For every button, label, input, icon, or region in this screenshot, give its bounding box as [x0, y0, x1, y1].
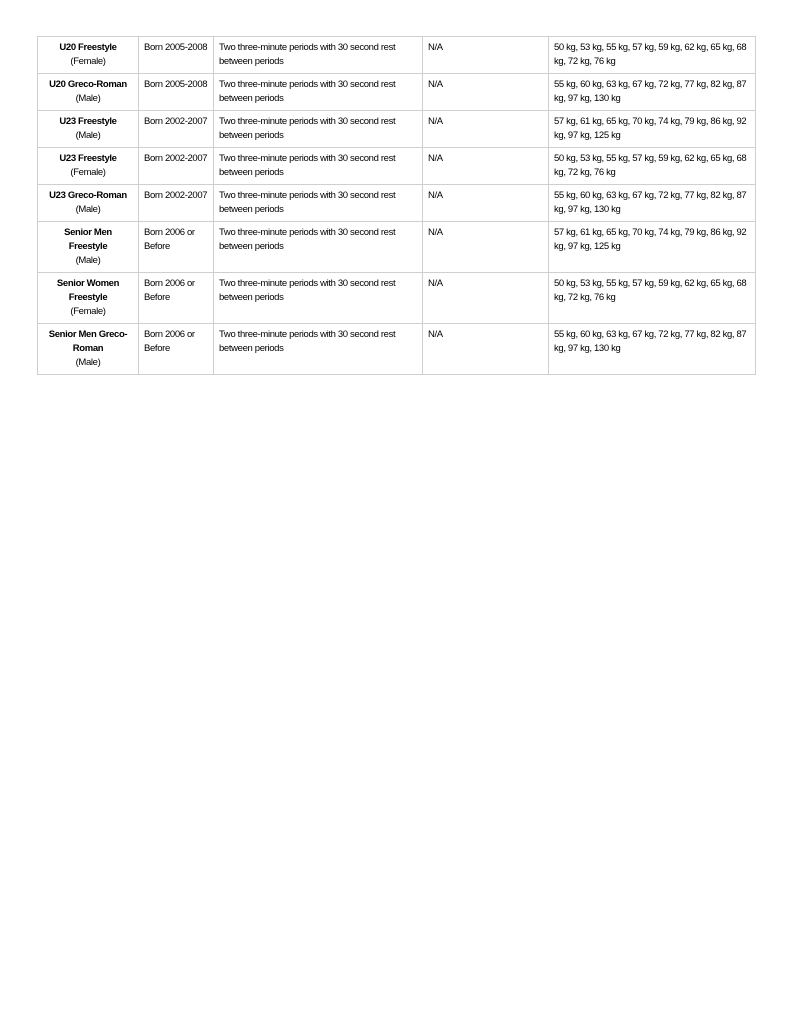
table-row — [38, 111, 756, 148]
category-name: U20 Greco-Roman — [49, 79, 127, 90]
table-row — [38, 185, 756, 222]
table-row — [38, 37, 756, 74]
category-cell — [38, 111, 139, 148]
match-duration-cell: Two three-minute periods with 30 second rest between periods — [214, 324, 423, 375]
category-cell — [38, 273, 139, 324]
category-gender: (Male) — [75, 93, 101, 104]
match-duration-cell: Two three-minute periods with 30 second rest between periods — [214, 185, 423, 222]
birth-years-cell: Born 2005-2008 — [139, 37, 214, 74]
match-duration-cell: Two three-minute periods with 30 second rest between periods — [214, 148, 423, 185]
category-name: Senior Men Greco-Roman — [48, 329, 128, 354]
category-gender: (Female) — [70, 56, 106, 67]
table-row — [38, 273, 756, 324]
birth-years-cell: Born 2002-2007 — [139, 148, 214, 185]
notes-cell: N/A — [423, 37, 549, 74]
notes-cell: N/A — [423, 74, 549, 111]
category-cell — [38, 37, 139, 74]
notes-cell: N/A — [423, 324, 549, 375]
category-cell — [38, 74, 139, 111]
notes-cell: N/A — [423, 111, 549, 148]
weight-classes-cell: 55 kg, 60 kg, 63 kg, 67 kg, 72 kg, 77 kg, 82 kg, 87 kg, 97 kg, 130 kg — [549, 185, 756, 222]
category-name: Senior Women Freestyle — [56, 278, 120, 303]
category-gender: (Male) — [75, 255, 101, 266]
table-row — [38, 74, 756, 111]
birth-years-cell: Born 2002-2007 — [139, 111, 214, 148]
weight-classes-cell: 50 kg, 53 kg, 55 kg, 57 kg, 59 kg, 62 kg, 65 kg, 68 kg, 72 kg, 76 kg — [549, 148, 756, 185]
category-cell — [38, 324, 139, 375]
weight-classes-cell: 57 kg, 61 kg, 65 kg, 70 kg, 74 kg, 79 kg, 86 kg, 92 kg, 97 kg, 125 kg — [549, 222, 756, 273]
category-cell — [38, 148, 139, 185]
category-name: U20 Freestyle — [59, 42, 117, 53]
category-name: U23 Freestyle — [59, 153, 117, 164]
category-gender: (Male) — [75, 130, 101, 141]
notes-cell: N/A — [423, 185, 549, 222]
category-gender: (Male) — [75, 204, 101, 215]
weight-classes-cell: 50 kg, 53 kg, 55 kg, 57 kg, 59 kg, 62 kg, 65 kg, 68 kg, 72 kg, 76 kg — [549, 37, 756, 74]
match-duration-cell: Two three-minute periods with 30 second rest between periods — [214, 74, 423, 111]
category-gender: (Male) — [75, 357, 101, 368]
category-name: Senior Men Freestyle — [64, 227, 112, 252]
birth-years-cell: Born 2006 or Before — [139, 324, 214, 375]
table-row — [38, 148, 756, 185]
table-row — [38, 222, 756, 273]
birth-years-cell: Born 2006 or Before — [139, 273, 214, 324]
birth-years-cell: Born 2006 or Before — [139, 222, 214, 273]
table-row — [38, 324, 756, 375]
category-cell — [38, 185, 139, 222]
notes-cell: N/A — [423, 148, 549, 185]
match-duration-cell: Two three-minute periods with 30 second rest between periods — [214, 273, 423, 324]
match-duration-cell: Two three-minute periods with 30 second rest between periods — [214, 37, 423, 74]
match-duration-cell: Two three-minute periods with 30 second rest between periods — [214, 111, 423, 148]
weight-classes-cell: 57 kg, 61 kg, 65 kg, 70 kg, 74 kg, 79 kg, 86 kg, 92 kg, 97 kg, 125 kg — [549, 111, 756, 148]
category-name: U23 Freestyle — [59, 116, 117, 127]
notes-cell: N/A — [423, 222, 549, 273]
birth-years-cell: Born 2002-2007 — [139, 185, 214, 222]
notes-cell: N/A — [423, 273, 549, 324]
match-duration-cell: Two three-minute periods with 30 second rest between periods — [214, 222, 423, 273]
category-cell — [38, 222, 139, 273]
weight-class-table — [37, 36, 756, 375]
weight-classes-cell: 55 kg, 60 kg, 63 kg, 67 kg, 72 kg, 77 kg, 82 kg, 87 kg, 97 kg, 130 kg — [549, 324, 756, 375]
category-gender: (Female) — [70, 167, 106, 178]
weight-classes-cell: 55 kg, 60 kg, 63 kg, 67 kg, 72 kg, 77 kg, 82 kg, 87 kg, 97 kg, 130 kg — [549, 74, 756, 111]
document-page — [37, 36, 755, 375]
category-name: U23 Greco-Roman — [49, 190, 127, 201]
birth-years-cell: Born 2005-2008 — [139, 74, 214, 111]
weight-classes-cell: 50 kg, 53 kg, 55 kg, 57 kg, 59 kg, 62 kg, 65 kg, 68 kg, 72 kg, 76 kg — [549, 273, 756, 324]
category-gender: (Female) — [70, 306, 106, 317]
